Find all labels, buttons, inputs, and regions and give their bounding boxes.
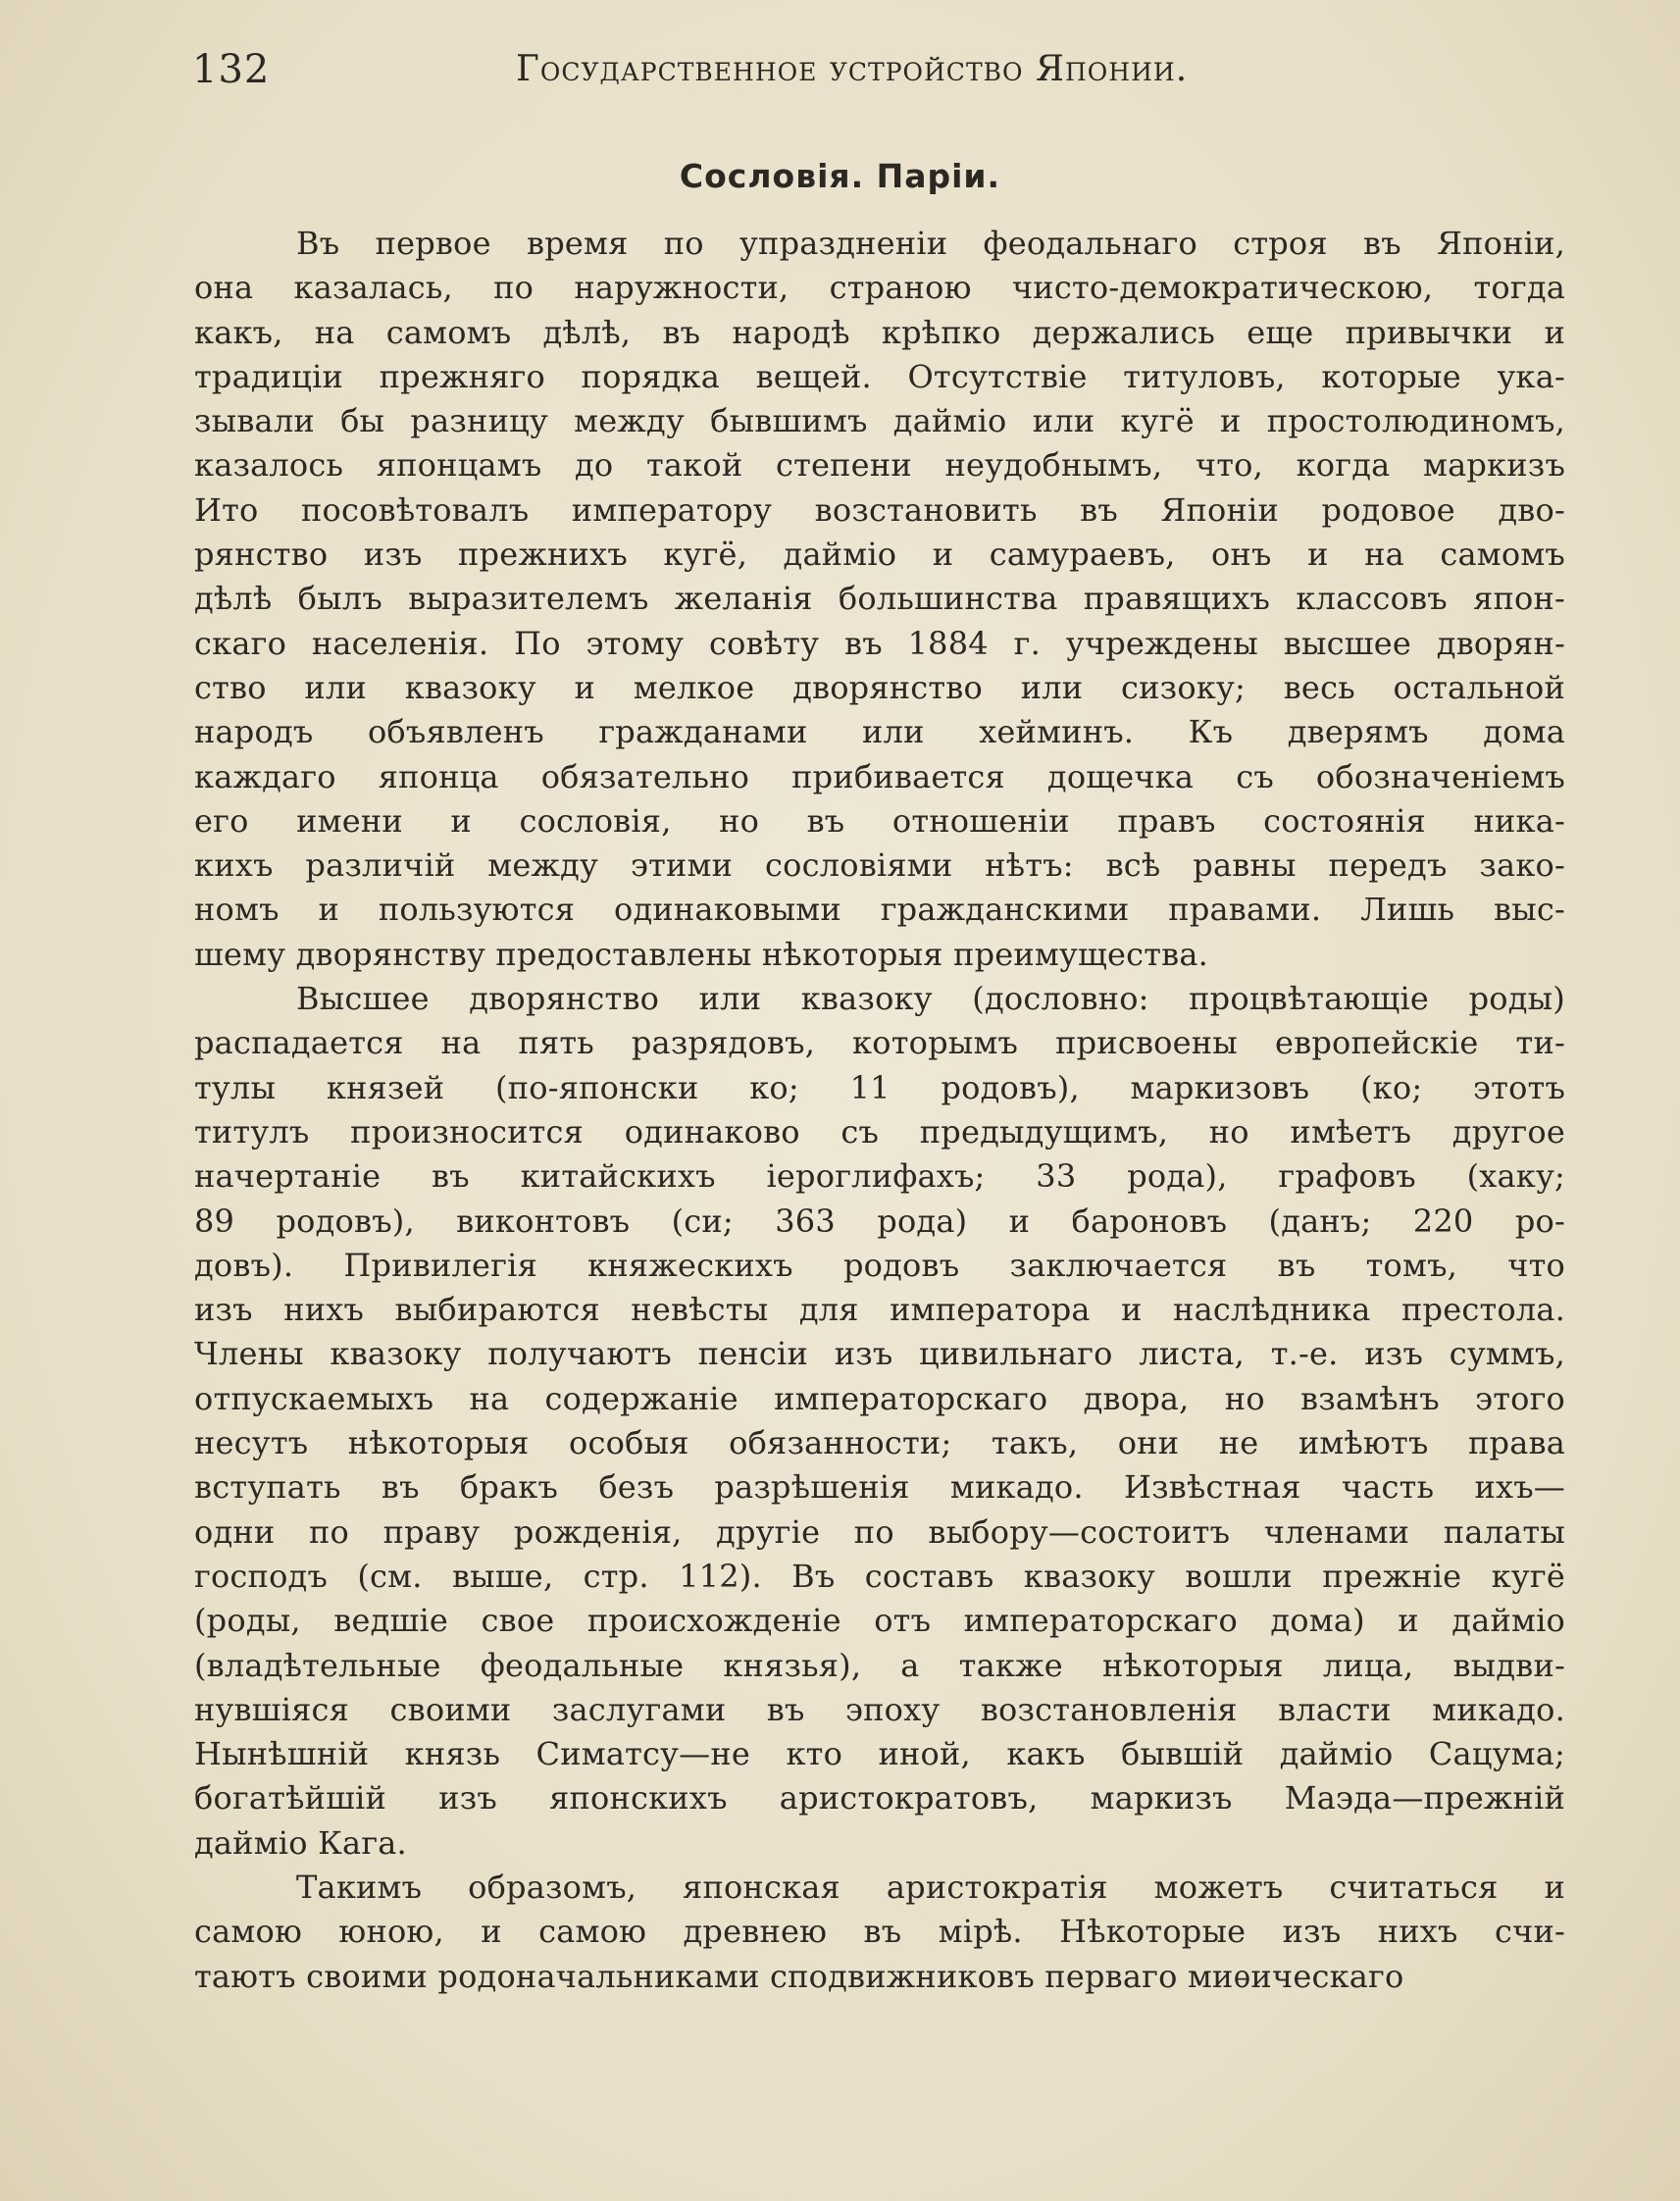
text-line: самою юною, и самою древнею въ мірѣ. Нѣкоторые изъ нихъ счи-	[194, 1913, 1565, 1951]
text-line: дѣлѣ былъ выразителемъ желанія большинства правящихъ классовъ япон-	[194, 580, 1565, 618]
text-line: господъ (см. выше, стр. 112). Въ составъ квазоку вошли прежніе кугё	[194, 1557, 1565, 1595]
text-line: изъ нихъ выбираются невѣсты для императора и наслѣдника престола.	[194, 1291, 1565, 1329]
text-line: какъ, на самомъ дѣлѣ, въ народѣ крѣпко держались еще привычки и	[194, 313, 1565, 351]
running-title: Государственное устройство Японии.	[516, 49, 1189, 89]
text-line: одни по праву рожденія, другіе по выбору—состоитъ членами палаты	[194, 1512, 1565, 1551]
body-text	[194, 222, 1565, 1999]
text-line: рянство изъ прежнихъ кугё, дайміо и самураевъ, онъ и на самомъ	[194, 536, 1565, 574]
text-line: богатѣйшій изъ японскихъ аристократовъ, маркизъ Маэда—прежній	[194, 1779, 1565, 1817]
running-head	[192, 47, 1585, 98]
text-line: таютъ своими родоначальниками сподвижниковъ перваго миѳическаго	[194, 1957, 1404, 1995]
text-line: его имени и сословія, но въ отношеніи правъ состоянія ника-	[194, 801, 1565, 840]
text-line: Въ первое время по упраздненіи феодальнаго строя въ Японіи,	[296, 225, 1565, 262]
text-line: казалось японцамъ до такой степени неудобнымъ, что, когда маркизъ	[194, 446, 1565, 485]
text-line: Высшее дворянство или квазоку (дословно: процвѣтающіе роды)	[296, 980, 1565, 1018]
paragraph	[194, 1866, 1565, 1999]
text-line: Нынѣшній князь Симатсу—не кто иной, какъ бывшій дайміо Сацума;	[194, 1735, 1565, 1773]
text-line: (роды, ведшіе свое происхожденіе отъ императорскаго дома) и дайміо	[194, 1602, 1565, 1640]
text-line: 89 родовъ), виконтовъ (си; 363 рода) и бароновъ (данъ; 220 ро-	[194, 1202, 1565, 1240]
text-line: (владѣтельные феодальные князья), а также нѣкоторыя лица, выдви-	[194, 1646, 1565, 1684]
section-heading: Сословія. Паріи.	[679, 157, 1001, 195]
text-line: титулъ произносится одинаково съ предыдущимъ, но имѣетъ другое	[194, 1112, 1565, 1151]
paragraph	[194, 977, 1565, 1866]
text-line: дайміо Кага.	[194, 1823, 407, 1862]
page-number: 132	[192, 47, 271, 92]
text-line: традиціи прежняго порядка вещей. Отсутствіе титуловъ, которые ука-	[194, 357, 1565, 395]
text-line: ство или квазоку и мелкое дворянство или сизоку; весь остальной	[194, 668, 1565, 706]
text-line: она казалась, по наружности, страною чисто-демократическою, тогда	[194, 269, 1565, 307]
text-line: номъ и пользуются одинаковыми гражданскими правами. Лишь выс-	[194, 891, 1565, 929]
text-line: тулы князей (по-японски ко; 11 родовъ), маркизовъ (ко; этотъ	[194, 1068, 1565, 1106]
text-line: несутъ нѣкоторыя особыя обязанности; такъ, они не имѣютъ права	[194, 1424, 1565, 1462]
text-line: зывали бы разницу между бывшимъ дайміо или кугё и простолюдиномъ,	[194, 402, 1565, 440]
text-line: скаго населенія. По этому совѣту въ 1884 г. учреждены высшее дворян-	[194, 624, 1565, 662]
text-line: Члены квазоку получаютъ пенсіи изъ цивильнаго листа, т.-е. изъ суммъ,	[194, 1335, 1565, 1373]
text-line: довъ). Привилегія княжескихъ родовъ заключается въ томъ, что	[194, 1246, 1565, 1284]
text-line: отпускаемыхъ на содержаніе императорскаго двора, но взамѣнъ этого	[194, 1379, 1565, 1417]
text-line: нувшіяся своими заслугами въ эпоху возстановленія власти микадо.	[194, 1690, 1565, 1728]
text-line: распадается на пять разрядовъ, которымъ присвоены европейскіе ти-	[194, 1024, 1565, 1062]
text-line: кихъ различій между этими сословіями нѣтъ: всѣ равны передъ зако-	[194, 846, 1565, 885]
text-line: Такимъ образомъ, японская аристократія можетъ считаться и	[296, 1868, 1565, 1906]
text-line: вступать въ бракъ безъ разрѣшенія микадо. Извѣстная часть ихъ—	[194, 1468, 1565, 1507]
text-line: народъ объявленъ гражданами или хейминъ. Къ дверямъ дома	[194, 713, 1565, 751]
text-line: шему дворянству предоставлены нѣкоторыя преимущества.	[194, 935, 1209, 973]
text-line: каждаго японца обязательно прибивается дощечка съ обозначеніемъ	[194, 757, 1565, 795]
paragraph	[194, 222, 1565, 977]
text-line: Ито посовѣтовалъ императору возстановить въ Японіи родовое дво-	[194, 490, 1565, 529]
text-line: начертаніе въ китайскихъ іероглифахъ; 33 рода), графовъ (хаку;	[194, 1157, 1565, 1196]
